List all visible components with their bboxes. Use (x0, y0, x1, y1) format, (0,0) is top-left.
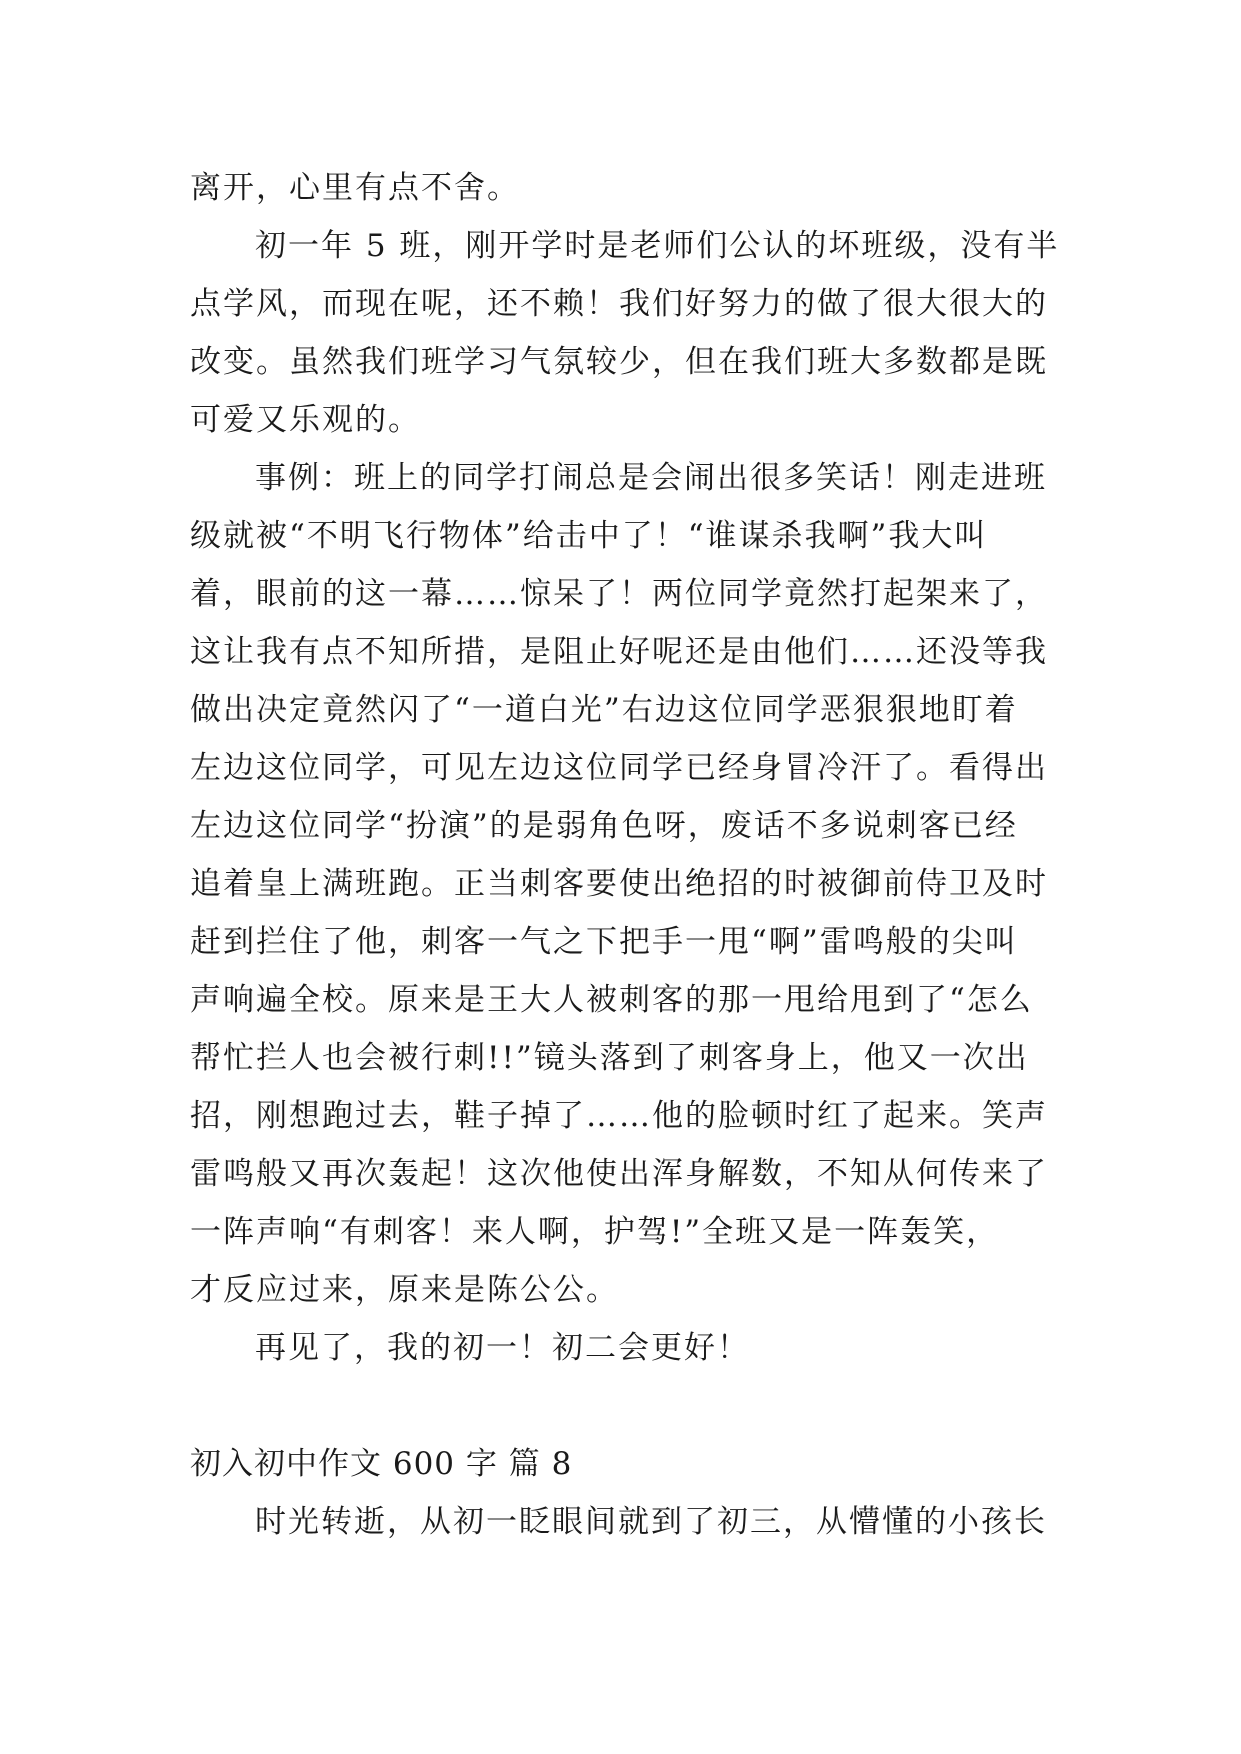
paragraph-line: 再见了，我的初一！初二会更好！ (255, 1330, 750, 1366)
paragraph-line: 招，刚想跑过去，鞋子掉了……他的脸顿时红了起来。笑声 (190, 1098, 1048, 1134)
paragraph-line: 级就被“不明飞行物体”给击中了！“谁谋杀我啊”我大叫 (190, 518, 988, 554)
paragraph-line: 这让我有点不知所措，是阻止好呢还是由他们……还没等我 (190, 634, 1048, 670)
paragraph-line: 点学风，而现在呢，还不赖！我们好努力的做了很大很大的 (190, 286, 1048, 322)
paragraph-line: 帮忙拦人也会被行刺!!”镜头落到了刺客身上，他又一次出 (190, 1040, 1029, 1076)
paragraph-line: 一阵声响“有刺客！来人啊，护驾!”全班又是一阵轰笑， (190, 1214, 1000, 1250)
paragraph-line: 改变。虽然我们班学习气氛较少，但在我们班大多数都是既 (190, 344, 1048, 380)
paragraph-line: 才反应过来，原来是陈公公。 (190, 1272, 619, 1308)
paragraph-line: 左边这位同学，可见左边这位同学已经身冒冷汗了。看得出 (190, 750, 1048, 786)
paragraph-line: 初一年 5 班，刚开学时是老师们公认的坏班级，没有半 (255, 228, 1060, 264)
section-heading: 初入初中作文 600 字 篇 8 (190, 1446, 573, 1482)
paragraph-line: 做出决定竟然闪了“一道白光”右边这位同学恶狠狠地盯着 (190, 692, 1018, 728)
paragraph-line: 着，眼前的这一幕……惊呆了！两位同学竟然打起架来了， (190, 576, 1048, 612)
paragraph-line: 事例：班上的同学打闹总是会闹出很多笑话！刚走进班 (255, 460, 1047, 496)
paragraph-line: 左边这位同学“扮演”的是弱角色呀，废话不多说刺客已经 (190, 808, 1018, 844)
paragraph-line: 雷鸣般又再次轰起！这次他使出浑身解数，不知从何传来了 (190, 1156, 1048, 1192)
paragraph-line: 声响遍全校。原来是王大人被刺客的那一甩给甩到了“怎么 (190, 982, 1033, 1018)
paragraph-line: 赶到拦住了他，刺客一气之下把手一甩“啊”雷鸣般的尖叫 (190, 924, 1018, 960)
paragraph-line: 追着皇上满班跑。正当刺客要使出绝招的时被御前侍卫及时 (190, 866, 1048, 902)
paragraph-line: 离开，心里有点不舍。 (190, 170, 520, 206)
paragraph-line: 可爱又乐观的。 (190, 402, 421, 438)
paragraph-line: 时光转逝，从初一眨眼间就到了初三，从懵懂的小孩长 (255, 1504, 1047, 1540)
